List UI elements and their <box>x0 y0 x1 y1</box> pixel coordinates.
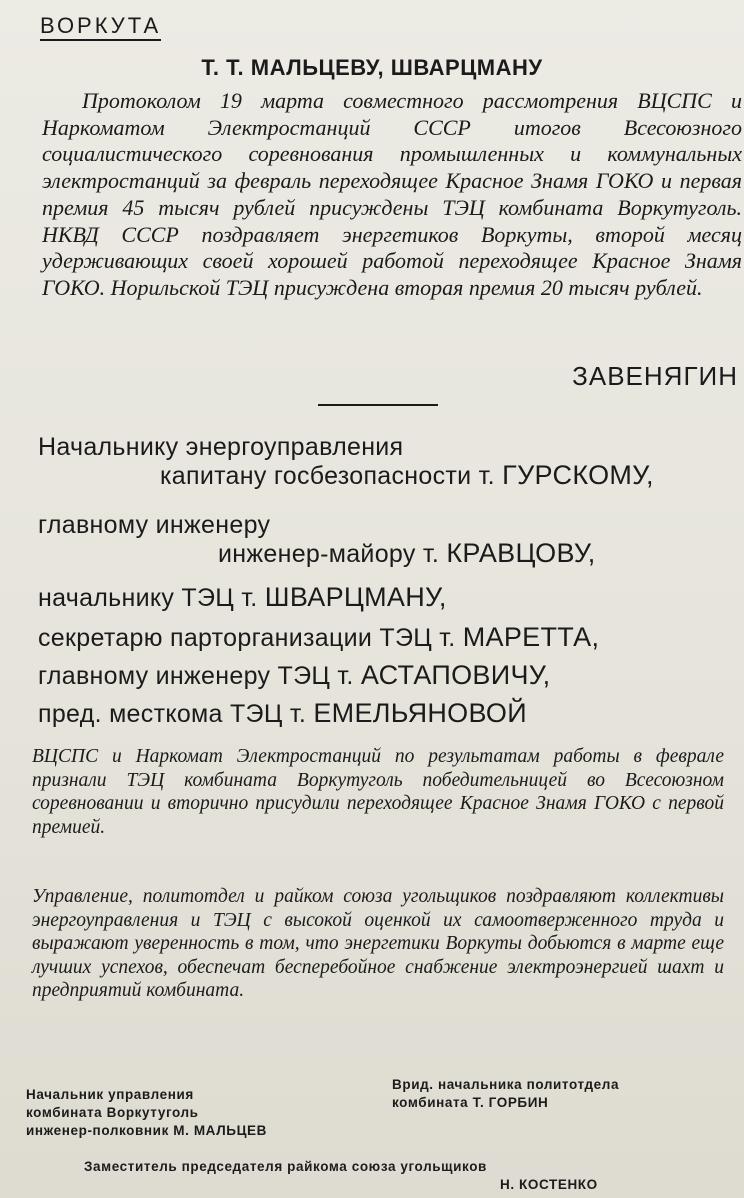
addressee-line-2 <box>160 460 654 491</box>
addressee-text: начальнику ТЭЦ т. <box>38 584 258 612</box>
congratulation-paragraph-1: ВЦСПС и Наркомат Электростанций по результатам работы в феврале признали ТЭЦ комбината Воркутуголь победительницей во Всесоюзном соревновании и вторично присудили переходящее Красное Знамя ГОКО с первой премией. <box>32 746 724 838</box>
addressee-name: КРАВЦОВУ, <box>446 538 596 568</box>
addressee-text: главному инженеру ТЭЦ т. <box>38 662 354 690</box>
telegram-signer: ЗАВЕНЯГИН <box>572 361 738 391</box>
addressee-line-1 <box>38 432 403 462</box>
addressee-line-5 <box>38 582 447 613</box>
addressee-text: секретарю парторганизации ТЭЦ т. <box>38 624 456 652</box>
addressee-line-4 <box>218 538 596 569</box>
telegram-text: Протоколом 19 марта совместного рассмотрения ВЦСПС и Наркоматом Электростанций СССР итогов Всесоюзного социалистического соревнования промышленных и коммунальных электростанций за февраль переходящее Красное Знамя ГОКО и первая премия 45 тысяч рублей присуждены ТЭЦ комбината Воркутуголь. НКВД СССР поздравляет энергетиков Воркуты, второй месяц удерживающих своей хорошей работой переходящее Красное Знамя ГОКО. Норильской ТЭЦ присуждена вторая премия 20 тысяч рублей. <box>42 88 742 300</box>
addressee-text: пред. месткома ТЭЦ т. <box>38 700 307 728</box>
addressee-text: главному инженеру <box>38 511 271 539</box>
telegram-addressees-headline: Т. Т. МАЛЬЦЕВУ, ШВАРЦМАНУ <box>201 55 543 80</box>
addressee-text: Начальнику энергоуправления <box>38 433 404 461</box>
congratulation-paragraph-2: Управление, политотдел и райком союза угольщиков поздравляют коллективы энергоуправления и ТЭЦ с высокой оценкой их самоотверженного труда и выражают уверенность в том, что энергетики Воркуты добьются в марте еще лучших успехов, обеспечат бесперебойное снабжение электроэнергией шахт и предприятий комбината. <box>32 886 724 1002</box>
addressee-name: ГУРСКОМУ, <box>502 460 654 490</box>
addressee-line-7 <box>38 660 550 691</box>
addressee-text: инженер-майору т. <box>218 540 440 568</box>
signature-union-name: Н. КОСТЕНКО <box>500 1177 598 1192</box>
signature-management: Начальник управления комбината Воркутуголь инженер-полковник М. МАЛЬЦЕВ <box>26 1087 267 1138</box>
addressee-text: капитану госбезопасности т. <box>160 462 495 490</box>
addressee-line-8 <box>38 698 527 729</box>
addressee-line-3 <box>38 510 270 540</box>
addressee-name: ШВАРЦМАНУ, <box>264 582 447 612</box>
section-divider <box>318 404 438 406</box>
dateline: ВОРКУТА <box>40 14 161 41</box>
addressee-name: АСТАПОВИЧУ, <box>360 660 551 690</box>
addressee-name: МАРЕТТА, <box>462 622 600 652</box>
signature-politotdel: Врид. начальника политотдела комбината Т. ГОРБИН <box>392 1077 620 1110</box>
addressee-line-6 <box>38 622 599 653</box>
addressee-name: ЕМЕЛЬЯНОВОЙ <box>313 698 527 728</box>
signature-union-title: Заместитель председателя райкома союза угольщиков <box>84 1159 487 1174</box>
